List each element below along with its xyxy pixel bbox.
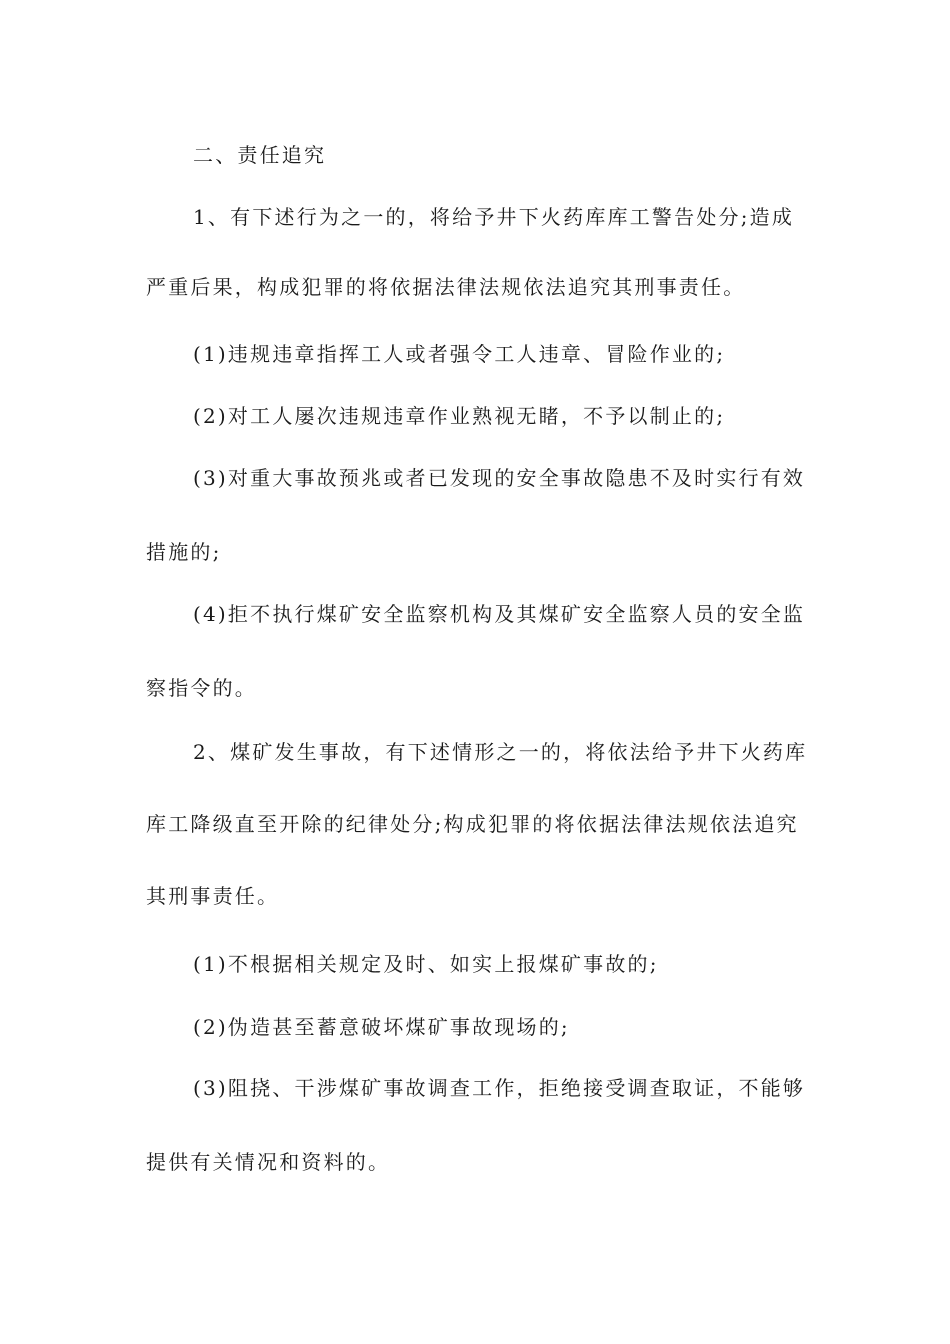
paragraph-line: (1)不根据相关规定及时、如实上报煤矿事故的; bbox=[193, 952, 659, 976]
section-heading: 二、责任追究 bbox=[193, 143, 327, 167]
paragraph-line: 严重后果，构成犯罪的将依据法律法规依法追究其刑事责任。 bbox=[146, 275, 746, 299]
paragraph-line: 库工降级直至开除的纪律处分;构成犯罪的将依据法律法规依法追究 bbox=[146, 812, 799, 836]
paragraph-line: (2)对工人屡次违规违章作业熟视无睹，不予以制止的; bbox=[193, 404, 726, 428]
paragraph-line: (2)伪造甚至蓄意破坏煤矿事故现场的; bbox=[193, 1015, 570, 1039]
paragraph-line: 措施的; bbox=[146, 540, 222, 564]
paragraph-line: 察指令的。 bbox=[146, 676, 257, 700]
paragraph-line: (3)阻挠、干涉煤矿事故调查工作，拒绝接受调查取证，不能够 bbox=[193, 1076, 806, 1100]
paragraph-line: (1)违规违章指挥工人或者强令工人违章、冒险作业的; bbox=[193, 342, 726, 366]
paragraph-line: (3)对重大事故预兆或者已发现的安全事故隐患不及时实行有效 bbox=[193, 466, 806, 490]
paragraph-line: 1、有下述行为之一的，将给予井下火药库库工警告处分;造成 bbox=[193, 205, 795, 229]
paragraph-line: 2、煤矿发生事故，有下述情形之一的，将依法给予井下火药库 bbox=[193, 740, 808, 764]
paragraph-line: 其刑事责任。 bbox=[146, 884, 280, 908]
paragraph-line: 提供有关情况和资料的。 bbox=[146, 1150, 391, 1174]
paragraph-line: (4)拒不执行煤矿安全监察机构及其煤矿安全监察人员的安全监 bbox=[193, 602, 806, 626]
